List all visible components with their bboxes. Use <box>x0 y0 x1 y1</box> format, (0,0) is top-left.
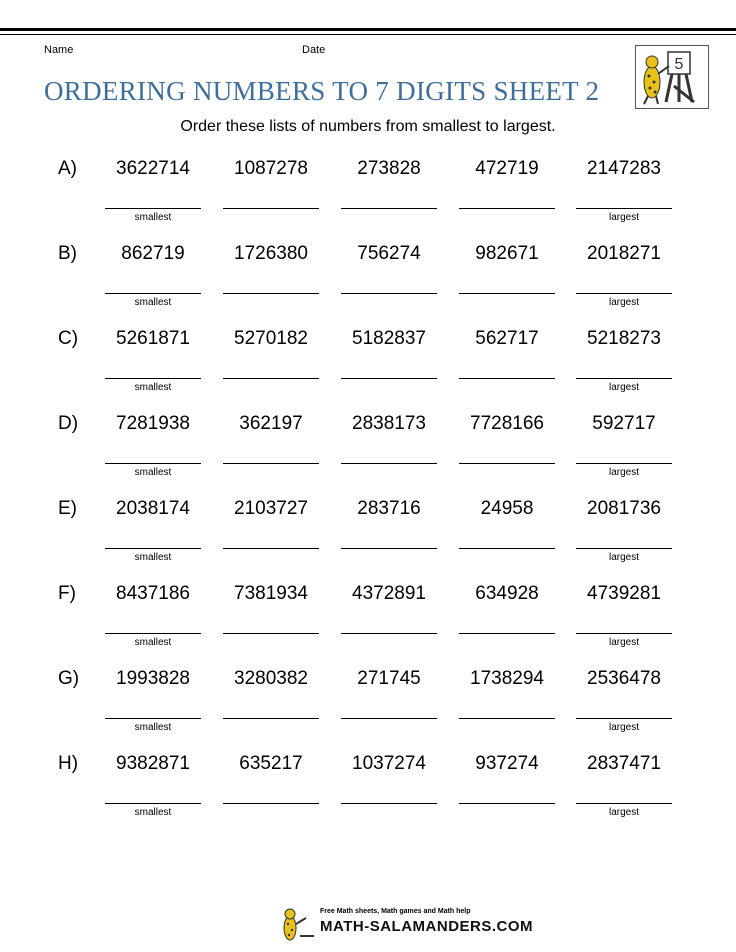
name-label: Name <box>44 44 74 56</box>
answer-blank[interactable] <box>105 378 201 379</box>
number-to-order: 1993828 <box>116 668 190 689</box>
number-to-order: 756274 <box>357 243 421 264</box>
smallest-hint: smallest <box>134 552 172 563</box>
smallest-hint: smallest <box>134 637 172 648</box>
footer-tagline: Free Math sheets, Math games and Math help <box>320 908 471 915</box>
answer-blank[interactable] <box>459 803 555 804</box>
answer-blank[interactable] <box>105 463 201 464</box>
row-label: D) <box>58 413 79 434</box>
answer-blank[interactable] <box>341 463 437 464</box>
number-to-order: 5218273 <box>587 328 661 349</box>
row-label: E) <box>58 498 77 519</box>
answer-blank[interactable] <box>223 463 319 464</box>
number-to-order: 271745 <box>357 668 421 689</box>
answer-blank[interactable] <box>576 378 672 379</box>
salamander-logo <box>635 45 709 109</box>
answer-blank[interactable] <box>576 633 672 634</box>
row-label: H) <box>58 753 79 774</box>
answer-blank[interactable] <box>576 718 672 719</box>
number-to-order: 283716 <box>357 498 421 519</box>
number-to-order: 592717 <box>592 413 656 434</box>
smallest-hint: smallest <box>134 382 172 393</box>
answer-blank[interactable] <box>459 718 555 719</box>
number-to-order: 8437186 <box>116 583 190 604</box>
largest-hint: largest <box>608 382 639 393</box>
number-to-order: 362197 <box>239 413 303 434</box>
answer-blank[interactable] <box>576 208 672 209</box>
number-to-order: 635217 <box>239 753 303 774</box>
answer-blank[interactable] <box>459 378 555 379</box>
number-to-order: 937274 <box>475 753 539 774</box>
number-to-order: 7381934 <box>234 583 308 604</box>
row-label: B) <box>58 243 77 264</box>
smallest-hint: smallest <box>134 212 172 223</box>
answer-blank[interactable] <box>459 208 555 209</box>
number-to-order: 2018271 <box>587 243 661 264</box>
smallest-hint: smallest <box>134 807 172 818</box>
salamander-footer-icon <box>276 906 316 944</box>
top-rule-thin <box>0 34 736 35</box>
answer-blank[interactable] <box>576 548 672 549</box>
answer-blank[interactable] <box>105 718 201 719</box>
number-to-order: 982671 <box>475 243 539 264</box>
number-to-order: 1037274 <box>352 753 426 774</box>
largest-hint: largest <box>608 212 639 223</box>
footer-logo <box>276 906 534 944</box>
smallest-hint: smallest <box>134 722 172 733</box>
number-to-order: 2147283 <box>587 158 661 179</box>
number-to-order: 2536478 <box>587 668 661 689</box>
answer-blank[interactable] <box>341 548 437 549</box>
answer-blank[interactable] <box>576 293 672 294</box>
number-to-order: 634928 <box>475 583 539 604</box>
top-rule <box>0 28 736 31</box>
smallest-hint: smallest <box>134 297 172 308</box>
answer-blank[interactable] <box>576 463 672 464</box>
number-to-order: 2838173 <box>352 413 426 434</box>
number-to-order: 562717 <box>475 328 539 349</box>
number-to-order: 2103727 <box>234 498 308 519</box>
number-to-order: 1738294 <box>470 668 544 689</box>
answer-blank[interactable] <box>341 803 437 804</box>
largest-hint: largest <box>608 552 639 563</box>
number-to-order: 24958 <box>480 498 534 519</box>
answer-blank[interactable] <box>223 633 319 634</box>
row-label: C) <box>58 328 79 349</box>
number-to-order: 2038174 <box>116 498 190 519</box>
number-to-order: 9382871 <box>116 753 190 774</box>
answer-blank[interactable] <box>459 548 555 549</box>
number-to-order: 5182837 <box>352 328 426 349</box>
instructions: Order these lists of numbers from smallest to largest. <box>180 118 556 135</box>
largest-hint: largest <box>608 297 639 308</box>
number-to-order: 2837471 <box>587 753 661 774</box>
answer-blank[interactable] <box>341 208 437 209</box>
answer-blank[interactable] <box>223 548 319 549</box>
number-to-order: 862719 <box>121 243 185 264</box>
answer-blank[interactable] <box>459 633 555 634</box>
largest-hint: largest <box>608 722 639 733</box>
date-label: Date <box>302 44 326 56</box>
largest-hint: largest <box>608 807 639 818</box>
answer-blank[interactable] <box>105 803 201 804</box>
answer-blank[interactable] <box>341 718 437 719</box>
number-to-order: 472719 <box>475 158 539 179</box>
number-to-order: 4372891 <box>352 583 426 604</box>
number-to-order: 1087278 <box>234 158 308 179</box>
answer-blank[interactable] <box>459 463 555 464</box>
number-to-order: 5270182 <box>234 328 308 349</box>
number-to-order: 4739281 <box>587 583 661 604</box>
answer-blank[interactable] <box>341 633 437 634</box>
number-to-order: 2081736 <box>587 498 661 519</box>
answer-blank[interactable] <box>223 293 319 294</box>
number-to-order: 3280382 <box>234 668 308 689</box>
answer-blank[interactable] <box>341 378 437 379</box>
answer-blank[interactable] <box>223 378 319 379</box>
smallest-hint: smallest <box>134 467 172 478</box>
number-to-order: 3622714 <box>116 158 190 179</box>
number-to-order: 7728166 <box>470 413 544 434</box>
logo-badge: 5 <box>674 56 684 73</box>
answer-blank[interactable] <box>223 718 319 719</box>
answer-blank[interactable] <box>576 803 672 804</box>
number-to-order: 5261871 <box>116 328 190 349</box>
salamander-logo-icon <box>636 46 708 108</box>
answer-blank[interactable] <box>223 803 319 804</box>
answer-blank[interactable] <box>105 208 201 209</box>
row-label: G) <box>58 668 80 689</box>
answer-blank[interactable] <box>105 548 201 549</box>
largest-hint: largest <box>608 637 639 648</box>
answer-blank[interactable] <box>223 208 319 209</box>
answer-blank[interactable] <box>105 633 201 634</box>
number-to-order: 273828 <box>357 158 421 179</box>
number-to-order: 1726380 <box>234 243 308 264</box>
number-to-order: 7281938 <box>116 413 190 434</box>
largest-hint: largest <box>608 467 639 478</box>
answer-blank[interactable] <box>459 293 555 294</box>
row-label: A) <box>58 158 77 179</box>
answer-blank[interactable] <box>341 293 437 294</box>
answer-blank[interactable] <box>105 293 201 294</box>
footer-site-link[interactable]: MATH-SALAMANDERS.COM <box>320 918 534 935</box>
page-title: ORDERING NUMBERS TO 7 DIGITS SHEET 2 <box>44 76 600 106</box>
row-label: F) <box>58 583 76 604</box>
